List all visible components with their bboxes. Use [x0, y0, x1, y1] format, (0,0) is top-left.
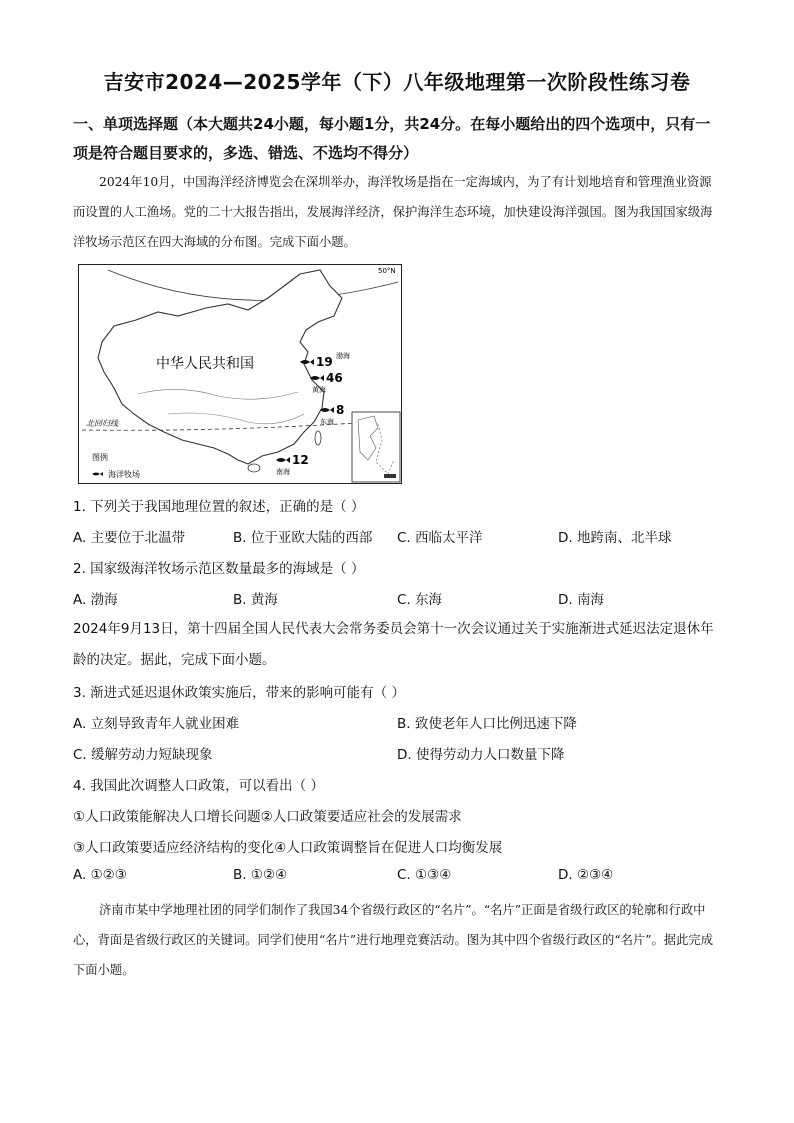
legend-title: 图例	[92, 453, 108, 462]
q4-option-d[interactable]: D. ②③④	[558, 867, 614, 883]
question-1-stem: 1. 下列关于我国地理位置的叙述，正确的是（ ）	[73, 499, 365, 515]
section-heading: 一、单项选择题（本大题共24小题，每小题1分，共24分。在每小题给出的四个选项中，只有一项是符合题目要求的，多选、错选、不选均不得分）	[73, 115, 711, 162]
q2-option-c[interactable]: C. 东海	[397, 592, 443, 608]
question-4-stem: 4. 我国此次调整人口政策，可以看出（ ）	[73, 778, 324, 794]
q3-option-c[interactable]: C. 缓解劳动力短缺现象	[73, 747, 213, 763]
passage-retirement: 2024年9月13日，第十四届全国人民代表大会常务委员会第十一次会议通过关于实施渐进式延迟法定退休年龄的决定。据此，完成下面小题。	[73, 621, 714, 668]
taiwan-island	[315, 431, 321, 445]
sea-name: 渤海	[336, 352, 350, 360]
q3-option-b[interactable]: B. 致使老年人口比例迅速下降	[397, 716, 577, 732]
q4-option-c[interactable]: C. ①③④	[397, 867, 452, 883]
sea-count: 19	[316, 355, 333, 369]
hainan-island	[248, 464, 260, 472]
q4-option-a[interactable]: A. ①②③	[73, 867, 127, 883]
q2-option-a[interactable]: A. 渤海	[73, 592, 118, 608]
q4-statement-1: ①人口政策能解决人口增长问题②人口政策要适应社会的发展需求	[73, 809, 462, 825]
tropic-label: 北回归线	[86, 419, 118, 428]
sea-count: 8	[336, 403, 345, 417]
inset-scale	[384, 474, 396, 478]
passage-ocean-ranching: 2024年10月，中国海洋经济博览会在深圳举办，海洋牧场是指在一定海域内，为了有计划地培育和管理渔业资源而设置的人工渔场。党的二十大报告指出，发展海洋经济，保护海洋生态环境，加快建设海洋强国。图为我国国家级海洋牧场示范区在四大海域的分布图。完成下面小题。	[73, 175, 713, 249]
question-3-stem: 3. 渐进式延迟退休政策实施后，带来的影响可能有（ ）	[73, 685, 405, 701]
q4-statement-2: ③人口政策要适应经济结构的变化④人口政策调整旨在促进人口均衡发展	[73, 840, 503, 856]
country-label: 中华人民共和国	[156, 356, 254, 372]
q2-option-d[interactable]: D. 南海	[558, 592, 604, 608]
lat-label: 50°N	[378, 267, 396, 275]
q3-option-a[interactable]: A. 立刻导致青年人就业困难	[73, 716, 240, 732]
sea-name: 南海	[276, 468, 290, 476]
sea-name: 黄海	[312, 386, 326, 394]
sea-count: 46	[326, 371, 343, 385]
question-2-stem: 2. 国家级海洋牧场示范区数量最多的海域是（ ）	[73, 561, 365, 577]
passage-province-cards: 济南市某中学地理社团的同学们制作了我国34个省级行政区的“名片”。“名片”正面是省级行政区的轮廓和行政中心，背面是省级行政区的关键词。同学们使用“名片”进行地理竞赛活动。图为其中四个省级行政区的“名片”。据此完成下面小题。	[73, 903, 713, 977]
china-ocean-ranching-map	[78, 264, 402, 484]
sea-count: 12	[292, 453, 309, 467]
q3-option-d[interactable]: D. 使得劳动力人口数量下降	[397, 747, 565, 763]
q4-option-b[interactable]: B. ①②④	[233, 867, 288, 883]
map-svg	[78, 264, 402, 484]
sea-name: 东海	[320, 418, 334, 426]
page-title: 吉安市2024—2025学年（下）八年级地理第一次阶段性练习卷	[103, 70, 691, 94]
legend-item: 海洋牧场	[108, 470, 140, 479]
q1-option-a[interactable]: A. 主要位于北温带	[73, 530, 186, 546]
q1-option-c[interactable]: C. 西临太平洋	[397, 530, 483, 546]
q1-option-b[interactable]: B. 位于亚欧大陆的西部	[233, 530, 373, 546]
q2-option-b[interactable]: B. 黄海	[233, 592, 278, 608]
q1-option-d[interactable]: D. 地跨南、北半球	[558, 530, 672, 546]
